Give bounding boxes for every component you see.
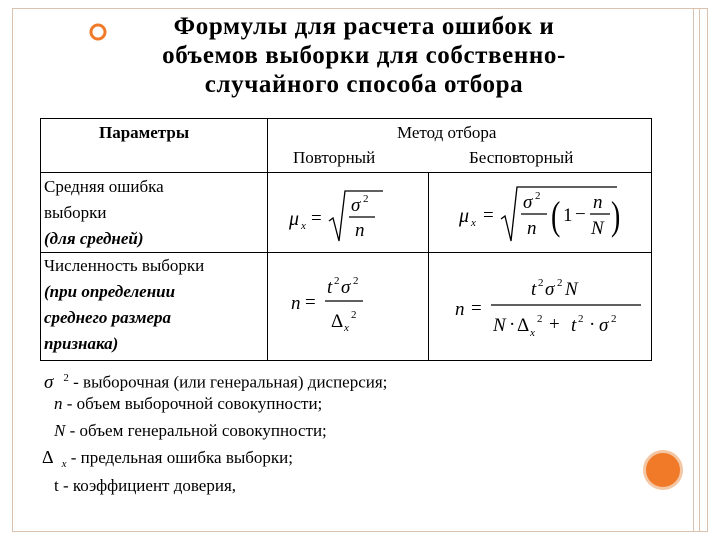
svg-text:μ: μ — [459, 205, 470, 227]
svg-text:σ: σ — [351, 195, 361, 216]
svg-text:=: = — [311, 208, 322, 229]
svg-text:t: t — [531, 279, 537, 300]
svg-text:μ: μ — [289, 208, 300, 230]
svg-text:t: t — [327, 277, 333, 298]
svg-text:+: + — [549, 314, 560, 335]
slide-frame-right-inner2 — [693, 8, 694, 532]
svg-text:t: t — [571, 315, 577, 336]
svg-text:Δ: Δ — [517, 315, 530, 336]
svg-text:−: − — [575, 204, 586, 225]
sigma-exponent: 2 — [63, 372, 69, 384]
row2-label-1: Численность выборки — [44, 256, 205, 275]
slide-frame-top — [12, 8, 708, 9]
row2-label-2: (при определении — [44, 282, 176, 301]
svg-text:2: 2 — [611, 313, 617, 325]
svg-text:2: 2 — [538, 277, 544, 289]
legend-sigma — [44, 368, 387, 393]
svg-text:=: = — [471, 298, 482, 319]
svg-text:x: x — [471, 217, 476, 229]
N-description: - объем генеральной совокупности; — [69, 421, 327, 440]
svg-text:Δ: Δ — [331, 311, 344, 332]
N-symbol: N — [54, 421, 66, 440]
svg-text:x: x — [301, 220, 306, 232]
delta-symbol: Δ — [42, 447, 54, 467]
svg-text:N: N — [493, 315, 506, 336]
svg-text:2: 2 — [557, 277, 563, 289]
formula-mean-error-nonrepeated — [459, 181, 637, 247]
svg-text:n: n — [593, 192, 603, 213]
svg-text:=: = — [483, 205, 494, 226]
legend-delta — [42, 447, 293, 474]
sigma-symbol: σ — [44, 371, 54, 393]
slide-frame-left — [12, 8, 13, 532]
svg-text:1: 1 — [563, 205, 573, 226]
svg-text:σ: σ — [545, 279, 555, 300]
row2-label-4: признака) — [44, 334, 119, 353]
svg-text:n: n — [291, 293, 301, 314]
svg-text:n: n — [455, 299, 465, 320]
svg-text:2: 2 — [537, 313, 543, 325]
svg-text:n: n — [527, 218, 537, 239]
n-symbol: n — [54, 394, 63, 413]
row1-label-3: (для средней) — [44, 229, 144, 248]
svg-text:2: 2 — [363, 193, 369, 205]
delta-description: - предельная ошибка выборки; — [70, 448, 294, 467]
orange-circle-icon — [643, 450, 683, 490]
formula-mean-error-repeated — [289, 183, 399, 247]
svg-text:x: x — [344, 322, 349, 334]
svg-text:2: 2 — [578, 313, 584, 325]
svg-text:): ) — [611, 194, 621, 239]
svg-text:x: x — [530, 327, 535, 339]
slide-frame-right — [707, 8, 708, 532]
page-title — [96, 12, 632, 99]
formula-sample-size-repeated — [291, 263, 411, 339]
svg-text:=: = — [305, 292, 316, 313]
row1-label-1: Средняя ошибка — [44, 177, 164, 196]
svg-text:σ: σ — [523, 192, 533, 213]
table-header-divider — [41, 172, 651, 173]
header-params: Параметры — [99, 123, 190, 142]
header-nonrepeated: Бесповторный — [469, 148, 574, 167]
svg-text:σ: σ — [599, 315, 609, 336]
sigma-description: - выборочная (или генеральная) дисперсия; — [73, 372, 388, 392]
svg-text:2: 2 — [334, 275, 340, 287]
slide-frame-bottom — [12, 531, 708, 532]
svg-text:·: · — [589, 314, 596, 335]
svg-text:2: 2 — [351, 309, 357, 321]
legend-N — [54, 421, 327, 441]
formula-sample-size-nonrepeated — [455, 265, 645, 345]
row2-label-3: среднего размера — [44, 308, 172, 327]
row1-label-2: выборки — [44, 203, 107, 222]
table-column-divider — [267, 119, 268, 360]
table-subcolumn-divider — [428, 172, 429, 360]
slide-frame-right-inner — [699, 8, 700, 532]
svg-text:2: 2 — [535, 190, 541, 202]
svg-text:σ: σ — [341, 277, 351, 298]
svg-text:n: n — [355, 220, 365, 241]
title-line-3: случайного способа отбора — [204, 71, 524, 98]
n-description: - объем выборочной совокупности; — [66, 394, 323, 413]
svg-text:(: ( — [551, 194, 561, 239]
header-repeated: Повторный — [293, 148, 376, 167]
svg-text:N: N — [565, 279, 578, 300]
svg-text:·: · — [509, 314, 516, 335]
legend-n — [54, 394, 322, 414]
svg-text:N: N — [591, 218, 604, 239]
title-line-1: Формулы для расчета ошибок и — [173, 13, 555, 40]
delta-subscript: x — [61, 458, 67, 471]
header-method: Метод отбора — [397, 123, 497, 142]
title-line-2: объемов выборки для собственно- — [162, 42, 566, 69]
svg-text:2: 2 — [353, 275, 359, 287]
table-row-divider — [41, 252, 651, 253]
formula-table — [40, 118, 652, 361]
legend-t: t - коэффициент доверия, — [54, 476, 237, 495]
